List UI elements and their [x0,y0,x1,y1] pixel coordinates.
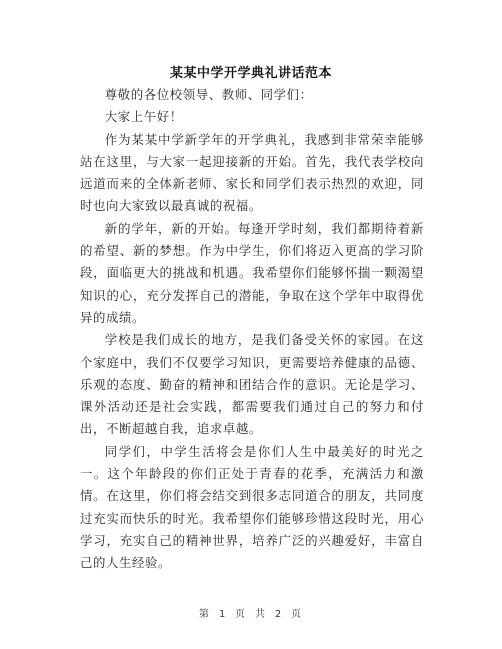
greeting-line: 大家上午好！ [104,109,183,125]
page-number-footer: 第 1 页 共 2 页 [198,609,304,620]
paragraph-3: 学校是我们成长的地方，是我们备受关怀的家园。在这个家庭中，我们不仅要学习知识，更需要培养健康的品德、乐观的态度、勤奋的精神和团结合作的意识。无论是学习、课外活动还是社会实践，都需要我们通过自己的努力和付出，不断超越自我，追求卓越。 [80,332,424,437]
salutation-line: 尊敬的各位校领导、教师、同学们： [104,87,313,102]
paragraph-2: 新的学年，新的开始。每逢开学时刻，我们都期待着新的希望、新的梦想。作为中学生，你们将迈入更高的学习阶段，面临更大的挑战和机遇。我希望你们能够怀揣一颗渴望知识的心，充分发挥自己的潜能，争取在这个学年中取得优异的成绩。 [80,220,424,325]
document-body [80,84,424,575]
paragraph-4: 同学们，中学生活将会是你们人生中最美好的时光之一。这个年龄段的你们正处于青春的花季，充满活力和激情。在这里，你们将会结交到很多志同道合的朋友，共同度过充实而快乐的时光。我希望你们能够珍惜这段时光，用心学习，充实自己的精神世界，培养广泛的兴趣爱好，丰富自己的人生经验。 [80,443,424,571]
document-title: 某某中学开学典礼讲话范本 [169,66,332,81]
paragraph-1: 作为某某中学新学年的开学典礼，我感到非常荣幸能够站在这里，与大家一起迎接新的开始。首先，我代表学校向远道而来的全体新老师、家长和同学们表示热烈的欢迎，同时也向大家致以最真诚的祝福。 [80,131,424,214]
